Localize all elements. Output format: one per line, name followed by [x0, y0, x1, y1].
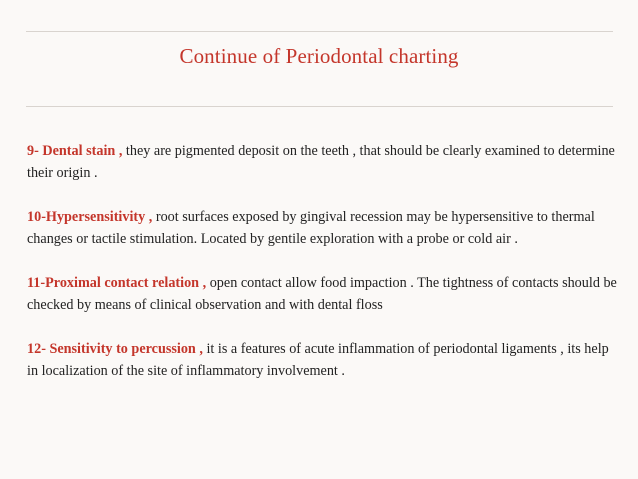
item-proximal-contact — [27, 272, 617, 316]
item-text: it is a features of acute inflammation of periodontal ligaments , its help in localization of the site of inflammatory involvement . — [27, 341, 609, 379]
item-text: root surfaces exposed by gingival recession may be hypersensitive to thermal changes or tactile stimulation. Located by gentile exploration with a probe or cold air . — [27, 209, 595, 247]
top-divider — [26, 31, 613, 32]
slide-title: Continue of Periodontal charting — [179, 44, 459, 68]
item-text: they are pigmented deposit on the teeth , that should be clearly examined to determine their origin . — [27, 143, 615, 181]
slide-body — [27, 140, 617, 404]
item-dental-stain — [27, 140, 617, 184]
title-divider — [26, 106, 613, 107]
item-hypersensitivity — [27, 206, 617, 250]
item-term: 12- Sensitivity to percussion , — [27, 341, 203, 357]
item-percussion-sensitivity — [27, 338, 617, 382]
item-text: open contact allow food impaction . The tightness of contacts should be checked by means of clinical observation and with dental floss — [27, 275, 617, 313]
item-term: 10-Hypersensitivity , — [27, 209, 153, 225]
item-term: 11-Proximal contact relation , — [27, 275, 207, 291]
item-term: 9- Dental stain , — [27, 143, 123, 159]
